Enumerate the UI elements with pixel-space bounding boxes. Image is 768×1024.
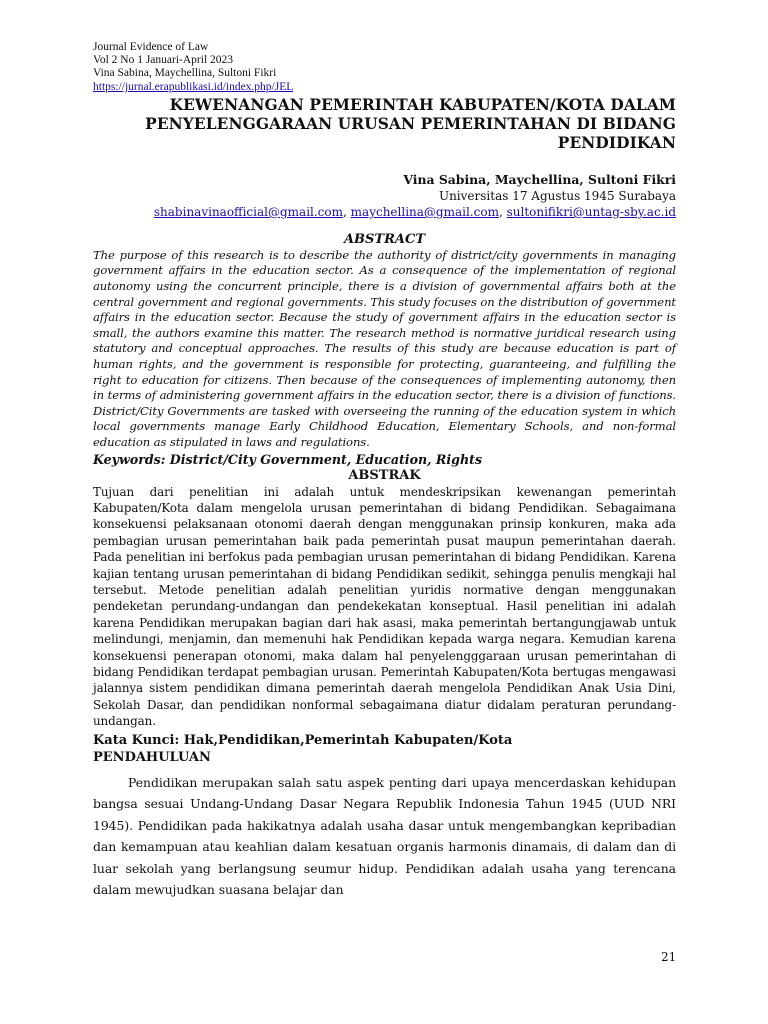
paper-title bbox=[93, 96, 676, 153]
author-list: Vina Sabina, Maychellina, Sultoni Fikri bbox=[403, 171, 676, 187]
email-link[interactable]: sultonifikri@untag-sby.ac.id bbox=[506, 204, 676, 219]
abstract-indonesian-text: Tujuan dari penelitian ini adalah untuk mendeskripsikan kewenangan pemerintah Kabupaten/Kota dalam mengelola urusan pemerintahan di bidang Pendidikan. Sebagaimana konsekuensi pelaksanaan otonomi daerah dengan menggunakan prinsip konkuren, maka ada pembagian urusan pemerintahan baik pada pemerintah pusat maupun pemerintahan daerah. Pada penelitian ini berfokus pada pembagian urusan pemerintahan di bidang Pendidikan. Karena kajian tentang urusan pemerintahan di bidang Pendidikan sedikit, sehingga penulis mengkaji hal tersebut. Metode penelitian adalah penelitian yuridis normative dengan menggunakan pendeketan perundang-undangan dan pendekekatan konseptual. Hasil penelitian ini adalah karena Pendidikan merupakan bagian dari hak asasi, maka pemerintah bertangungjawab untuk melindungi, menjamin, dan memenuhi hak Pendidikan kepada warga negara. Kemudian karena konsekuensi penerapan otonomi, maka dalam hal penyelengggaraan urusan pemerintahan di bidang Pendidikan terdapat pembagian urusan. Pemerintah Kabupaten/Kota bertugas mengawasi jalannya sistem pendidikan dimana pemerintah daerah mengelola Pendidikan Anak Usia Dini, Sekolah Dasar, dan pendidikan nonformal sebagaimana diatur didalam peraturan perundang-undangan. bbox=[93, 484, 676, 729]
keywords-english: Keywords: District/City Government, Education, Rights bbox=[93, 451, 483, 467]
affiliation: Universitas 17 Agustus 1945 Surabaya bbox=[438, 188, 676, 203]
section-heading-introduction: PENDAHULUAN bbox=[93, 749, 211, 765]
paper-page bbox=[93, 41, 676, 901]
keywords-indonesian: Kata Kunci: Hak,Pendidikan,Pemerintah Kabupaten/Kota bbox=[93, 732, 513, 748]
email-separator: , bbox=[498, 204, 507, 219]
abstrak-heading: ABSTRAK bbox=[348, 467, 421, 483]
introduction-paragraph: Pendidikan merupakan salah satu aspek penting dari upaya mencerdaskan kehidupan bangsa sesuai Undang-Undang Dasar Negara Republik Indonesia Tahun 1945 (UUD NRI 1945). Pendidikan pada hakikatnya adalah usaha dasar untuk mengembangkan kepribadian dan kemampuan atau keahlian dalam kesatuan organis harmonis dinamais, di dalam dan di luar sekolah yang berlangsung seumur hidup. Pendidikan adalah usaha yang terencana dalam mewujudkan suasana belajar dan bbox=[93, 774, 676, 898]
running-header bbox=[93, 41, 676, 94]
title-line: PENDIDIKAN bbox=[557, 133, 676, 152]
journal-name: Journal Evidence of Law bbox=[93, 41, 209, 53]
title-line: KEWENANGAN PEMERINTAH KABUPATEN/KOTA DALAM bbox=[169, 95, 676, 114]
page-number: 21 bbox=[661, 950, 677, 964]
email-link[interactable]: shabinavinaofficial@gmail.com bbox=[153, 204, 344, 219]
email-separator: , bbox=[343, 204, 351, 219]
email-link[interactable]: maychellina@gmail.com bbox=[350, 204, 499, 219]
author-emails bbox=[93, 204, 676, 220]
journal-url-link[interactable]: https://jurnal.erapublikasi.id/index.php/JEL bbox=[93, 80, 294, 93]
journal-volume: Vol 2 No 1 Januari-April 2023 bbox=[93, 54, 234, 67]
title-line: PENYELENGGARAAN URUSAN PEMERINTAHAN DI BIDANG bbox=[145, 114, 676, 133]
header-authors: Vina Sabina, Maychellina, Sultoni Fikri bbox=[93, 67, 277, 80]
abstract-heading: ABSTRACT bbox=[343, 231, 426, 247]
abstract-english-text: The purpose of this research is to describe the authority of district/city governments in managing government affairs in the education sector. As a consequence of the implementation of regional autonomy using the concurrent principle, there is a division of governmental affairs both at the central government and regional governments. This study focuses on the distribution of government affairs in the education sector. Because the study of government affairs in the education sector is small, the authors examine this matter. The research method is normative juridical research using statutory and conceptual approaches. The results of this study are because education is part of human rights, and the government is responsible for protecting, guaranteeing, and fulfilling the right to education for citizens. Then because of the consequences of implementing autonomy, then in terms of administering government affairs in the education sector, there is a division of functions. District/City Governments are tasked with overseeing the running of the education system in which local governments manage Early Childhood Education, Elementary Schools, and non-formal education as stipulated in laws and regulations. bbox=[93, 247, 676, 449]
